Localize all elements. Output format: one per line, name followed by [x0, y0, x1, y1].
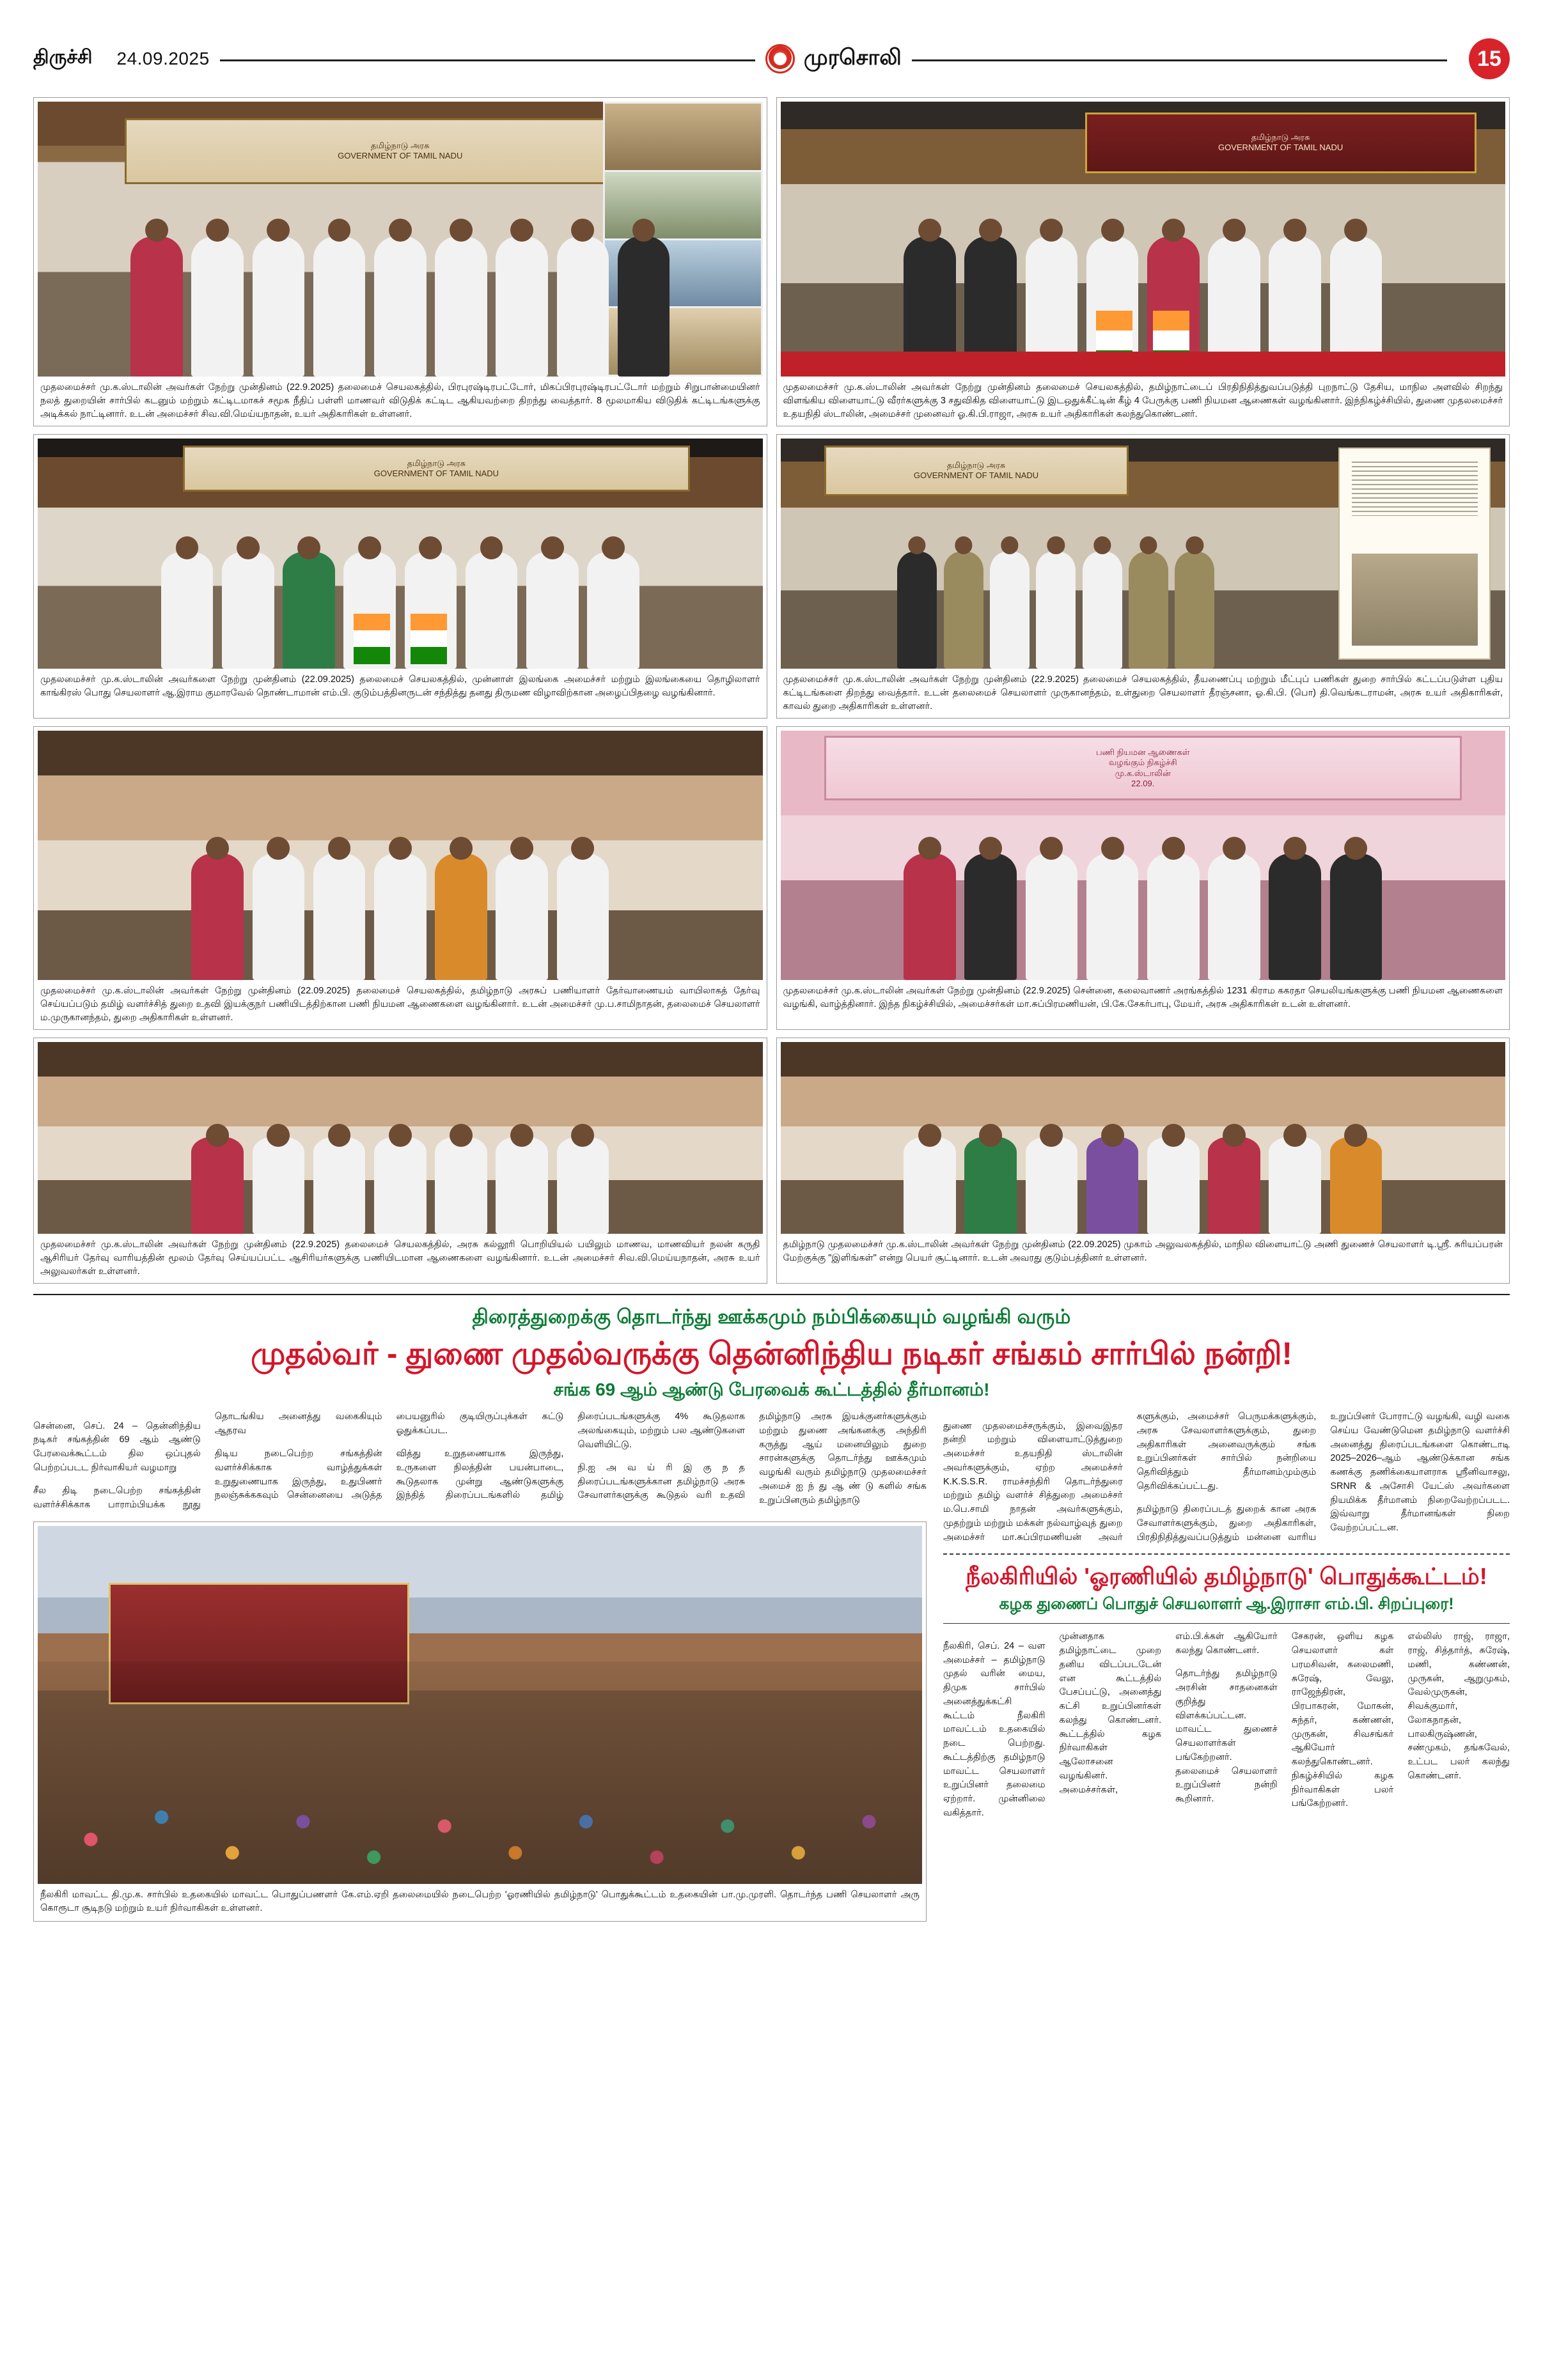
article2-photo-caption: நீலகிரி மாவட்ட தி.மு.க. சார்பில் உதகையில் மாவட்ட பொதுப்பணளர் கே.எம்.ஏறி தலைமையில் நடைபெற்ற 'ஓரணியில் தமிழ்நாடு' பொதுக்கூட்டம் உதகையின் பா.மு.முரளி. தொடர்ந்த பணி செயலாளர் அரு கொரூடா சூடிநடு மற்றும் உயர் நிர்வாகிகள் உள்ளனர்.: [40, 1889, 920, 1913]
article2-para-4: சேகரன், ஒளிய கழக செயலாளர் கள் பரமசிவன், கலைமணி, சுரேஷ், வேலு, ராஜேந்திரன், பிரபாகரன், மோகன், சுந்தர், கண்ணன், முருகன், சிவசங்கர் ஆகியோர் கலந்துகொண்டனர். நிகழ்ச்சியில் கழக நிர்வாகிகள் பலர் பங்கேற்றனர்.: [1291, 1631, 1394, 1809]
photo-figures-6: [781, 825, 1506, 980]
article1-para-7: தமிழ்நாடு திரைப்படத் துறைக் கான அரசு சேவாளர்களுக்கும், துறை அதிகாரிகள், பிரதிநிதித்துவப்படுத்தும் மன்னை வாரிய உறுப்பினர் போராட்டு வழங்கி, வழி வகை செய்ய வேண்டுமென தமிழ்நாடு வளர்ச்சி அனைத்து திரைப்படங்களை கொண்டாடி 2025–2026–ஆம் ஆண்டுக்கான சங்க கணக்கு தணிக்கையாளராக ஸ்ரீனிவாசலு, SRNR & அசோசி யேட்ஸ் அவர்களை நியமிக்க தீர்மானம் நிறைவேற்றப்படட. இவ்வாறு தீர்மானங்கள் நிறை வேற்றப்பட்டன.: [1136, 1412, 1510, 1543]
masthead-city: திருச்சி: [33, 47, 93, 68]
photo-figures-8: [781, 1115, 1506, 1234]
masthead-logo: [765, 44, 902, 74]
photo-image-3: [38, 439, 763, 669]
article1-kicker: திரைத்துறைக்கு தொடர்ந்து ஊக்கமும் நம்பிக்கையும் வழங்கி வரும்: [472, 1305, 1071, 1328]
banner-line-2: GOVERNMENT OF TAMIL NADU: [373, 468, 499, 478]
photo-cell-1: [33, 97, 767, 426]
photo-image-7: [38, 1042, 763, 1234]
masthead-logo-text: முரசொலி: [803, 45, 902, 70]
article2-rule: [943, 1623, 1510, 1624]
article1-headline: முதல்வர் - துணை முதல்வருக்கு தென்னிந்திய நடிகர் சங்கம் சார்பில் நன்றி!: [251, 1337, 1292, 1372]
article1-para-2: சீல திடி நடைபெற்ற சங்கத்தின் வளர்ச்சிக்காக பாராம்பியக்க நூது தொடங்கிய அனைத்து வகைகியும் ஆதரவ: [33, 1412, 382, 1510]
article1-body-continued: [943, 1410, 1510, 1544]
photo-cell-4: [776, 434, 1510, 719]
article1-para-1: சென்னை, செப். 24 – தென்னிந்திய நடிகர் சங்கத்தின் 69 ஆம் ஆண்டு பேரவைக்கூட்டம் தில ஒப்புதல் பெற்றப்படட நிர்வாகியர் வழமாறு: [33, 1420, 201, 1473]
photo-poster-4: [1338, 447, 1491, 659]
photo-figures-5: [38, 825, 763, 980]
photo-row-2: [33, 434, 1510, 719]
article2-para-1: நீலகிரி, செப். 24 – வள அமைச்சர் – தமிழ்நாடு முதல் வரின் மைய, திமுக சார்பில் அனைத்துக்கட்சி கூட்டம் நீலகிரி மாவட்டம் உதகையில் நடை பெற்றது. கூட்டத்திற்கு தமிழ்நாடு மாவட்ட செயலாளர் உறுப்பினர் தலைமை ஏற்றார். முன்னிலை வகித்தார்.: [943, 1640, 1046, 1818]
banner-line-1: தமிழ்நாடு அரசு: [407, 458, 466, 468]
photo-cell-2: [776, 97, 1510, 426]
banner-line-2: GOVERNMENT OF TAMIL NADU: [913, 471, 1039, 481]
photo-caption-4: முதலமைச்சர் மு.க.ஸ்டாலின் அவர்கள் நேற்று முன்தினம் (22.9.2025) தலைமைச் செயலகத்தில், தீயணைப்பு மற்றும் மீட்புப் பணிகள் துறை சார்பில் கட்டப்படுள்ள புதிய கட்டிடங்களை திறந்து வைத்தார். உடன் தலைமைச் செயலாளர் முருகானந்தம், உள்துறை செயலாளர் தீரஞ்சனா, ஓ.கி.பி. (பொ) தி.வெங்கடராமன், அரசு உயர் அதிகாரிகள், காவல் துறை அதிகாரிகள் உள்ளனர்.: [783, 674, 1503, 712]
crowd-figures: [38, 1661, 922, 1883]
photo-red-band-2: [781, 352, 1506, 377]
photo-figures-4: [781, 526, 1331, 669]
article2-photo-image: [38, 1526, 922, 1884]
photo-banner-4: [824, 446, 1129, 496]
article2-para-3: தொடர்ந்து தமிழ்நாடு அரசின் சாதனைகள் குறித்து விளக்கப்பட்டன. மாவட்ட துணைச் செயலாளர்கள் பங்கேற்றனர். தலைமைச் செயலாளர் உறுப்பினர் நன்றி கூறினார்.: [1175, 1668, 1278, 1805]
article1-para-5: நி.ஐ அ வ ய் ரி இ கு ந த திரைப்படங்களுக்கான தமிழ்நாடு அரசு சேவாளர்களுக்கு கூடுதல் வரி உதவி தமிழ்நாடு அரசு இயக்குனர்களுக்கும் மற்றும் துணை அங்கனக்கு அந்திரி கருத்து ஆய் மனையிலும் துறை சாரன்களுக்கு தொடர்ந்து ஊக்கமும் வழங்கி வரும் தமிழ்நாடு முதலமைச்சர் அமைச் ஐ ந் து ஆ ண் டு களில் சங்க உறுப்பினரும் தமிழ்நாடு: [577, 1412, 927, 1505]
indian-flag-icon: [299, 614, 501, 664]
photo-caption-7: முதலமைச்சர் மு.க.ஸ்டாலின் அவர்கள் நேற்று முன்தினம் (22.9.2025) தலைமைச் செயலகத்தில், அரசு கல்லூரி பொறியியல் பயிலும் மாணவ, மாணவியர் நலன் கருதி ஆசிரியர் தேர்வு வாரியத்தின் மூலம் தேர்வு செய்யப்பட்ட ஆசிரியர்களுக்கு பணியிடமான ஆணைகளை வழங்கினார். உடன் அமைச்சர் சிவ.வி.மெய்யநாதன், அரசு உயர் அலுவலர்கள் உள்ளனர்.: [40, 1240, 760, 1277]
article1-para-4: வித்து உறுதணையாக இருந்து, உருகளை நிலத்தின் பயன்பாடை, கூடுதலாக முன்று ஆண்டுகளுக்கு இந்தித் திரைப்படங்களில் தமிழ் திரைப்படங்களுக்கு 4% கூடுதலாக அலங்கையும், மற்றும் பல ஆண்டுகளை வெளியிட்டு.: [396, 1412, 746, 1501]
lower-editorial: [33, 1294, 1510, 1921]
lower-two-column: [33, 1410, 1510, 1922]
article1-body: [33, 1410, 927, 1513]
banner-line-1: பணி நியமன ஆணைகள்: [1095, 747, 1190, 758]
banner-line-1: தமிழ்நாடு அரசு: [1251, 132, 1310, 143]
photo-banner-3: [183, 446, 690, 492]
article2-para-2: முன்னதாக தமிழ்நாட்டை முறை தனிய விடப்படடேன் என கூட்டத்தில் பேசப்பட்டு, அனைத்து கட்சி உறுப்பினர்கள் கலந்து கொண்டனர். கூட்டத்தில் கழக நிர்வாகிகள் ஆலோசனை வழங்கினர். அமைச்சர்கள், எம்.பி.க்கள் ஆகியோர் கலந்து கொண்டனர்.: [1059, 1631, 1278, 1795]
section-divider: [943, 1553, 1510, 1555]
article2-body: [943, 1630, 1510, 1820]
photo-image-5: [38, 731, 763, 980]
banner-line-2: GOVERNMENT OF TAMIL NADU: [1218, 143, 1343, 153]
photo-image-6: [781, 731, 1506, 980]
article1-headline-block: [33, 1305, 1510, 1403]
photo-cell-5: [33, 726, 767, 1030]
banner-date: 22.09.: [1131, 778, 1155, 788]
photo-caption-6: முதலமைச்சர் மு.க.ஸ்டாலின் அவர்கள் நேற்று முன்தினம் (22.9.2025) சென்னை, கலைவாணர் அரங்கத்தில் 1231 கிராம ககரதா செயலியங்களுக்கு பணி நியமன ஆணைகளை வழங்கி, வாழ்த்தினார். இந்த நிகழ்ச்சியில், அமைச்சர்கள் மா.சுப்பிரமணியன், பி.கே.சேகர்பாபு, மேயர், அரசு அதிகாரிகள் உடன் உள்ளனர்.: [783, 986, 1503, 1010]
article1-para-3: திடிய நடைபெற்ற சங்கத்தின் வளர்ச்சிக்காக வாழ்த்துக்கள் உறுதுணையாக இருந்து, உதுபிணர் நலஞ்சுக்ககவும் சென்னையை அடுத்த பையனுரில் குடியிருப்புக்கள் கட்டு ஓதுக்கப்பட.: [214, 1412, 564, 1501]
article1-para-6: துணை முதலமைச்சருக்கும், இவைஇதர நன்றி மற்றும் விளையாட்டுத்துறை அமைச்சர் உதயநிதி ஸ்டாலின் அவர்களுக்கும், ஏற்ற அமைச்சர் K.K.S.S.R. ராமச்சந்திரி தொடர்ந்துரை மற்றும் தமிழ் வளர்ச் சித்துறை அமைச்சர் ம.பெ.சாமி நாதன் அவர்களுக்கும், முதற்றும் மற்றும் மக்கள் நல்வாழ்வுத் துறை அமைச்சர் மா.சுப்பிரமணியன் அவர் களுக்கும், அமைச்சர் பெருமக்களுக்கும், அரசு சேவலாளர்களுக்கும், துறை அதிகாரிகள் அனைவருக்கும் சங்க உறுப்பினர்கள் சார்பில் நன்றியை தெரிவித்தும் தீர்மானம்மும்கும் தெரிவிக்கப்பட்டது.: [943, 1412, 1317, 1543]
photo-row-4: [33, 1038, 1510, 1284]
photo-image-8: [781, 1042, 1506, 1234]
masthead-rule-right: [912, 59, 1447, 61]
photo-row-3: [33, 726, 1510, 1030]
banner-line-1: தமிழ்நாடு அரசு: [370, 141, 430, 151]
photo-figures-7: [38, 1115, 763, 1234]
photo-caption-8: தமிழ்நாடு முதலமைச்சர் மு.க.ஸ்டாலின் அவர்கள் நேற்று முன்தினம் (22.09.2025) முகாம் அலுவலகத்தில், மாநில விளையாட்டு அணி துணைச் செயலாளர் டி.ஸ்ரீ. சுரியப்பரன் மேற்குக்கு "இளிங்கள்" என்று பெயர் சூட்டினார். உடன் அவரது குடும்பத்தினர் உள்ளனர்.: [783, 1240, 1503, 1264]
article1-subhead: சங்க 69 ஆம் ஆண்டு பேரவைக் கூட்டத்தில் தீர்மானம்!: [553, 1380, 990, 1399]
masthead-rule-left: [220, 59, 755, 61]
photo-grid: [33, 97, 1510, 1284]
photo-image-4: [781, 439, 1506, 669]
lower-left-column: [33, 1410, 927, 1922]
article2-subhead: கழக துணைப் பொதுச் செயலாளர் ஆ.இராசா எம்.பி. சிறப்புரை!: [999, 1595, 1454, 1614]
banner-line-1: தமிழ்நாடு அரசு: [946, 460, 1006, 471]
photo-caption-3: முதலமைச்சர் மு.க.ஸ்டாலின் அவர்களை நேற்று முன்தினம் (22.09.2025) தலைமைச் செயலகத்தில், முன்னாள் இலங்கை அமைச்சர் மற்றும் இலங்கையை தொழிலாளர் காங்கிரஸ் பொது செயலாளர் ஆ.இராம குமாரவேல் நொண்டாமான் எம்.பி. குடும்பத்தினருடன் சந்தித்து தனது திருமண விழாவிற்கான அழைப்பிதழை வழங்கினார்.: [40, 674, 760, 699]
banner-line-2: GOVERNMENT OF TAMIL NADU: [338, 151, 463, 161]
photo-image-2: [781, 102, 1506, 377]
photo-caption-1: முதலமைச்சர் மு.க.ஸ்டாலின் அவர்கள் நேற்று முன்தினம் (22.9.2025) தலைமைச் செயலகத்தில், பிரபுரஷ்டிரபட்டோர், மிகப்பிரபுரஷ்டிரபட்டோர் மற்றும் சிறுபான்மையினர் நலத் துறையின் சார்பில் கடனும் மற்றும் கட்டிடமாகச் சமூக நீதிப் பள்ளி மாணவர் விடுதிக் கட்டிட ஆகியவற்றை திறந்து வைத்தார். 8 மூலமாகிய விடுதிக் கட்டிடங்களுக்கு அடிக்கல் நாட்டினார். உடன் அமைச்சர் சிவ.வி.மெய்யநாதன், உயர் அதிகாரிகள் உள்ளனர்.: [40, 382, 760, 420]
masthead-date: 24.09.2025: [116, 49, 210, 68]
banner-line-2: வழங்கும் நிகழ்ச்சி: [1108, 758, 1177, 768]
sun-emblem-icon: [765, 44, 795, 74]
photo-row-1: [33, 97, 1510, 426]
photo-cell-7: [33, 1038, 767, 1284]
masthead: [33, 29, 1510, 88]
article2-photo: [33, 1521, 927, 1922]
photo-cell-6: [776, 726, 1510, 1030]
photo-cell-8: [776, 1038, 1510, 1284]
page-number-badge: 15: [1469, 38, 1510, 79]
photo-figures-1: [38, 206, 763, 377]
lower-right-column: [943, 1410, 1510, 1922]
photo-banner-2: [1085, 113, 1476, 173]
photo-image-1: [38, 102, 763, 377]
article2-headline: நீலகிரியில் 'ஓரணியில் தமிழ்நாடு' பொதுக்கூட்டம்!: [966, 1563, 1487, 1590]
article2-para-5: எல்லிஸ் ராஜ், ராஜா, ராஜ், சித்தார்த், சுரேஷ், மணி, கண்ணன், முருகன், ஆறுமுகம், வேல்முருகன், சிவக்குமார், லோகநாதன், பாலகிருஷ்ணன், சண்முகம், தங்கவேல், உட்பட பலர் கலந்து கொண்டனர்.: [1407, 1631, 1510, 1781]
photo-cell-3: [33, 434, 767, 719]
banner-line-3: மு.க.ஸ்டாலின்: [1115, 768, 1171, 778]
photo-caption-5: முதலமைச்சர் மு.க.ஸ்டாலின் அவர்கள் நேற்று முன்தினம் (22.09.2025) தலைமைச் செயலகத்தில், தமிழ்நாடு அரசுப் பணியாளர் தேர்வாணையம் வாயிலாகத் தேர்வு செய்யப்படும் தமிழ் வளர்ச்சித் துறை உதவி இயக்குநர் பணியிடத்திற்கான பணி நியமன ஆணைகளை வழங்கினார். உடன் அமைச்சர் மு.ப.சாமிநாதன், தலைமைச் செயலாளர் ம.முருகானந்தம், துறை அதிகாரிகள் உள்ளனர்.: [40, 986, 760, 1023]
photo-banner-6: [824, 736, 1462, 800]
photo-banner-1: [125, 118, 675, 184]
photo-caption-2: முதலமைச்சர் மு.க.ஸ்டாலின் அவர்கள் நேற்று முன்தினம் தலைமைச் செயலகத்தில், தமிழ்நாட்டைப் பிரதிநிதித்துவப்படுத்தி புறநாட்டு தேசிய, மாநில அளவில் சிறந்து விளங்கிய விளையாட்டு வீரர்களுக்கு 3 சதுவிகித விளையாட்டு இடஒதுக்கீட்டின் கீழ் 4 பேருக்கு பணி நியமன ஆணைகள் வழங்கினார். இந்நிகழ்ச்சியில், துணை முதலமைச்சர் உதயநிதி ஸ்டாலின், அமைச்சர் முனைவர் ஓ.கி.பி.ராஜா, அரசு உயர் அதிகாரிகள் கலந்துகொண்டனர்.: [783, 382, 1503, 420]
